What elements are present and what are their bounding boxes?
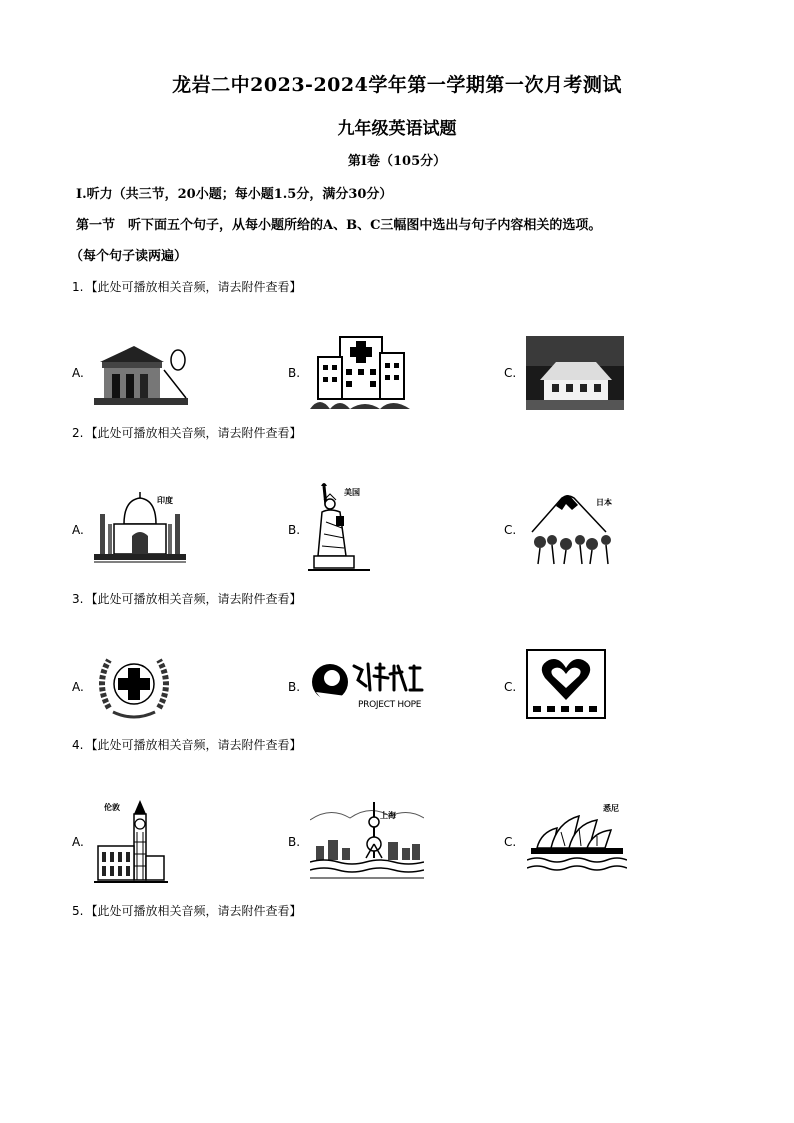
shanghai-tower-icon — [310, 800, 424, 880]
exam-subtitle: 九年级英语试题 — [337, 119, 457, 139]
city-label: 悉尼 — [603, 804, 619, 813]
option-letter: C. — [504, 523, 517, 537]
option-letter: B. — [288, 835, 301, 849]
country-label: 印度 — [157, 496, 173, 505]
youth-volunteer-heart-icon — [525, 648, 607, 720]
question-1 — [72, 278, 301, 295]
option-letter: B. — [288, 523, 301, 537]
question-number: 3. — [72, 592, 84, 606]
option-letter: A. — [72, 835, 84, 849]
option-letter: C. — [504, 366, 517, 380]
hospital-building-icon — [310, 333, 410, 409]
audio-note: 【此处可播放相关音频，请去附件查看】 — [85, 592, 302, 606]
question-2 — [72, 424, 301, 441]
country-label: 美国 — [344, 488, 360, 497]
audio-note: 【此处可播放相关音频，请去附件查看】 — [85, 738, 302, 752]
section-instruction: 第一节 听下面五个句子，从每小题所给的A、B、C三幅图中选出与句子内容相关的选项。 — [76, 218, 602, 233]
sydney-opera-house-icon — [527, 806, 627, 876]
section-heading: Ⅰ.听力（共三节，20小题；每小题1.5分，满分30分） — [76, 187, 393, 202]
country-label: 日本 — [596, 498, 612, 507]
option-letter: B. — [288, 366, 301, 380]
question-5 — [72, 902, 301, 919]
audio-note: 【此处可播放相关音频，请去附件查看】 — [85, 904, 302, 918]
question-number: 2. — [72, 426, 84, 440]
question-number: 5. — [72, 904, 84, 918]
city-label: 上海 — [380, 811, 396, 820]
question-number: 4. — [72, 738, 84, 752]
question-4 — [72, 736, 301, 753]
statue-of-liberty-icon — [308, 482, 370, 574]
project-hope-text: PROJECT HOPE — [358, 700, 422, 710]
volume-heading: 第Ⅰ卷（105分） — [347, 154, 447, 169]
audio-note: 【此处可播放相关音频，请去附件查看】 — [85, 426, 302, 440]
question-number: 1. — [72, 280, 84, 294]
red-cross-emblem-icon — [95, 648, 173, 720]
option-letter: A. — [72, 523, 84, 537]
option-letter: A. — [72, 366, 84, 380]
audio-note: 【此处可播放相关音频，请去附件查看】 — [85, 280, 302, 294]
city-label: 伦敦 — [104, 803, 120, 812]
temple-pagoda-icon — [94, 340, 188, 405]
question-3 — [72, 590, 301, 607]
option-letter: B. — [288, 680, 301, 694]
option-letter: C. — [504, 835, 517, 849]
farmhouse-photo-icon — [526, 336, 624, 410]
exam-title: 龙岩二中2023-2024学年第一学期第一次月考测试 — [172, 74, 622, 96]
option-letter: A. — [72, 680, 84, 694]
section-note: （每个句子读两遍） — [70, 249, 188, 264]
option-letter: C. — [504, 680, 517, 694]
